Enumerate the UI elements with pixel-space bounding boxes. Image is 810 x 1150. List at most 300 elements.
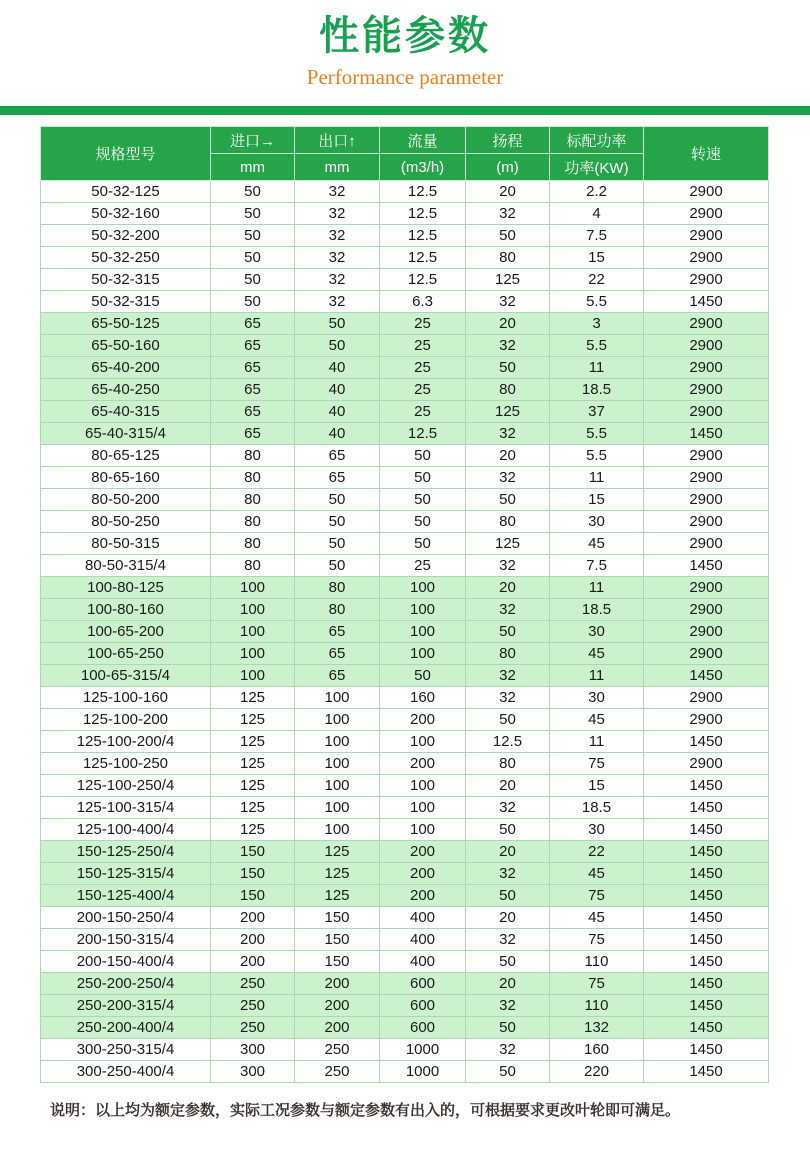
cell-speed: 1450 [644, 665, 769, 687]
cell-speed: 2900 [644, 247, 769, 269]
cell-power: 45 [550, 709, 644, 731]
cell-power: 11 [550, 731, 644, 753]
cell-speed: 1450 [644, 863, 769, 885]
table-body [41, 181, 769, 1083]
table-row [41, 687, 769, 709]
cell-speed: 2900 [644, 467, 769, 489]
cell-power: 2.2 [550, 181, 644, 203]
cell-head: 50 [466, 489, 550, 511]
cell-inlet: 125 [211, 819, 295, 841]
cell-outlet: 32 [295, 291, 380, 313]
table-row [41, 247, 769, 269]
cell-inlet: 50 [211, 269, 295, 291]
cell-inlet: 300 [211, 1039, 295, 1061]
header-outlet-unit: mm [295, 154, 380, 181]
cell-flow: 100 [380, 621, 466, 643]
cell-model: 125-100-200/4 [41, 731, 211, 753]
cell-outlet: 80 [295, 599, 380, 621]
cell-power: 30 [550, 511, 644, 533]
cell-head: 125 [466, 269, 550, 291]
cell-power: 7.5 [550, 225, 644, 247]
cell-speed: 1450 [644, 929, 769, 951]
cell-inlet: 250 [211, 995, 295, 1017]
table-row [41, 335, 769, 357]
cell-outlet: 150 [295, 907, 380, 929]
cell-head: 80 [466, 511, 550, 533]
cell-model: 200-150-400/4 [41, 951, 211, 973]
cell-model: 50-32-315 [41, 291, 211, 313]
cell-speed: 1450 [644, 1039, 769, 1061]
cell-head: 50 [466, 709, 550, 731]
cell-head: 80 [466, 753, 550, 775]
cell-outlet: 200 [295, 995, 380, 1017]
cell-speed: 2900 [644, 709, 769, 731]
note-text: 说明：以上均为额定参数，实际工况参数与额定参数有出入的，可根据要求更改叶轮即可满足。 [50, 1102, 681, 1119]
cell-power: 160 [550, 1039, 644, 1061]
cell-power: 18.5 [550, 797, 644, 819]
cell-inlet: 65 [211, 335, 295, 357]
cell-head: 20 [466, 907, 550, 929]
table-row [41, 621, 769, 643]
cell-speed: 1450 [644, 797, 769, 819]
table-row [41, 555, 769, 577]
cell-model: 125-100-160 [41, 687, 211, 709]
table-row [41, 1017, 769, 1039]
cell-speed: 2900 [644, 599, 769, 621]
cell-head: 32 [466, 1039, 550, 1061]
header-head-unit: (m) [466, 154, 550, 181]
cell-flow: 12.5 [380, 181, 466, 203]
cell-head: 125 [466, 401, 550, 423]
cell-speed: 2900 [644, 357, 769, 379]
cell-power: 110 [550, 951, 644, 973]
table-row [41, 203, 769, 225]
cell-flow: 25 [380, 313, 466, 335]
cell-speed: 2900 [644, 181, 769, 203]
table-row [41, 907, 769, 929]
cell-outlet: 32 [295, 269, 380, 291]
cell-speed: 1450 [644, 819, 769, 841]
cell-power: 11 [550, 467, 644, 489]
cell-speed: 2900 [644, 577, 769, 599]
cell-inlet: 80 [211, 533, 295, 555]
cell-power: 75 [550, 885, 644, 907]
cell-flow: 400 [380, 929, 466, 951]
cell-power: 75 [550, 973, 644, 995]
cell-model: 150-125-400/4 [41, 885, 211, 907]
cell-flow: 1000 [380, 1061, 466, 1083]
cell-head: 32 [466, 797, 550, 819]
cell-head: 32 [466, 467, 550, 489]
cell-head: 32 [466, 929, 550, 951]
cell-model: 50-32-200 [41, 225, 211, 247]
cell-inlet: 100 [211, 665, 295, 687]
cell-flow: 600 [380, 995, 466, 1017]
table-row [41, 401, 769, 423]
cell-flow: 100 [380, 643, 466, 665]
cell-outlet: 40 [295, 423, 380, 445]
cell-speed: 1450 [644, 995, 769, 1017]
table-row [41, 181, 769, 203]
cell-flow: 100 [380, 731, 466, 753]
table-row [41, 665, 769, 687]
cell-power: 3 [550, 313, 644, 335]
cell-flow: 25 [380, 401, 466, 423]
cell-power: 30 [550, 621, 644, 643]
cell-model: 250-200-400/4 [41, 1017, 211, 1039]
cell-flow: 50 [380, 533, 466, 555]
cell-flow: 12.5 [380, 203, 466, 225]
cell-inlet: 50 [211, 247, 295, 269]
cell-power: 5.5 [550, 335, 644, 357]
cell-head: 50 [466, 885, 550, 907]
cell-model: 150-125-315/4 [41, 863, 211, 885]
cell-head: 20 [466, 973, 550, 995]
page-subtitle: Performance parameter [306, 65, 504, 89]
cell-inlet: 65 [211, 401, 295, 423]
table-header [41, 127, 769, 181]
table-row [41, 929, 769, 951]
cell-power: 15 [550, 247, 644, 269]
cell-flow: 100 [380, 819, 466, 841]
cell-inlet: 125 [211, 753, 295, 775]
cell-speed: 2900 [644, 533, 769, 555]
cell-flow: 25 [380, 335, 466, 357]
cell-outlet: 150 [295, 929, 380, 951]
cell-power: 45 [550, 863, 644, 885]
cell-speed: 2900 [644, 643, 769, 665]
table-row [41, 775, 769, 797]
table-row [41, 973, 769, 995]
cell-speed: 1450 [644, 555, 769, 577]
cell-head: 32 [466, 555, 550, 577]
cell-flow: 200 [380, 885, 466, 907]
cell-power: 30 [550, 687, 644, 709]
table-row [41, 313, 769, 335]
cell-model: 65-40-315/4 [41, 423, 211, 445]
cell-model: 125-100-315/4 [41, 797, 211, 819]
table-row [41, 577, 769, 599]
performance-table [40, 126, 769, 1083]
cell-outlet: 32 [295, 225, 380, 247]
cell-outlet: 80 [295, 577, 380, 599]
cell-model: 250-200-315/4 [41, 995, 211, 1017]
cell-flow: 1000 [380, 1039, 466, 1061]
cell-head: 50 [466, 225, 550, 247]
cell-power: 220 [550, 1061, 644, 1083]
cell-inlet: 125 [211, 709, 295, 731]
cell-outlet: 32 [295, 181, 380, 203]
cell-inlet: 125 [211, 687, 295, 709]
cell-flow: 200 [380, 863, 466, 885]
cell-flow: 200 [380, 753, 466, 775]
cell-inlet: 150 [211, 885, 295, 907]
cell-model: 50-32-125 [41, 181, 211, 203]
cell-head: 50 [466, 621, 550, 643]
cell-head: 32 [466, 203, 550, 225]
cell-power: 18.5 [550, 599, 644, 621]
cell-inlet: 125 [211, 797, 295, 819]
table-row [41, 643, 769, 665]
cell-inlet: 80 [211, 511, 295, 533]
table-row [41, 511, 769, 533]
cell-power: 45 [550, 643, 644, 665]
cell-outlet: 100 [295, 709, 380, 731]
cell-speed: 2900 [644, 621, 769, 643]
cell-flow: 400 [380, 951, 466, 973]
cell-head: 32 [466, 995, 550, 1017]
cell-head: 32 [466, 687, 550, 709]
cell-outlet: 50 [295, 335, 380, 357]
cell-flow: 12.5 [380, 225, 466, 247]
cell-speed: 2900 [644, 511, 769, 533]
table-row [41, 423, 769, 445]
cell-inlet: 125 [211, 775, 295, 797]
cell-head: 12.5 [466, 731, 550, 753]
cell-power: 18.5 [550, 379, 644, 401]
cell-outlet: 65 [295, 445, 380, 467]
cell-model: 50-32-160 [41, 203, 211, 225]
cell-power: 45 [550, 533, 644, 555]
cell-model: 80-50-315/4 [41, 555, 211, 577]
cell-speed: 2900 [644, 401, 769, 423]
cell-outlet: 32 [295, 203, 380, 225]
cell-flow: 600 [380, 1017, 466, 1039]
cell-flow: 600 [380, 973, 466, 995]
cell-outlet: 150 [295, 951, 380, 973]
cell-power: 22 [550, 841, 644, 863]
cell-outlet: 50 [295, 511, 380, 533]
cell-outlet: 65 [295, 467, 380, 489]
cell-speed: 2900 [644, 753, 769, 775]
cell-power: 45 [550, 907, 644, 929]
table-row [41, 291, 769, 313]
cell-speed: 1450 [644, 907, 769, 929]
cell-model: 65-40-250 [41, 379, 211, 401]
table-row [41, 533, 769, 555]
cell-speed: 1450 [644, 1017, 769, 1039]
cell-inlet: 65 [211, 423, 295, 445]
cell-flow: 12.5 [380, 247, 466, 269]
cell-inlet: 80 [211, 467, 295, 489]
cell-model: 300-250-315/4 [41, 1039, 211, 1061]
cell-outlet: 50 [295, 489, 380, 511]
cell-outlet: 100 [295, 819, 380, 841]
cell-power: 75 [550, 929, 644, 951]
cell-flow: 200 [380, 709, 466, 731]
cell-flow: 6.3 [380, 291, 466, 313]
cell-speed: 1450 [644, 423, 769, 445]
cell-head: 32 [466, 863, 550, 885]
cell-head: 32 [466, 291, 550, 313]
cell-outlet: 125 [295, 841, 380, 863]
cell-model: 100-65-200 [41, 621, 211, 643]
cell-model: 100-80-160 [41, 599, 211, 621]
cell-flow: 50 [380, 489, 466, 511]
cell-outlet: 125 [295, 863, 380, 885]
cell-head: 20 [466, 445, 550, 467]
table-row [41, 269, 769, 291]
cell-speed: 2900 [644, 269, 769, 291]
cell-inlet: 200 [211, 929, 295, 951]
table-row [41, 797, 769, 819]
cell-power: 5.5 [550, 423, 644, 445]
cell-head: 50 [466, 357, 550, 379]
cell-power: 5.5 [550, 291, 644, 313]
cell-inlet: 80 [211, 489, 295, 511]
table-row [41, 819, 769, 841]
cell-flow: 50 [380, 445, 466, 467]
cell-flow: 50 [380, 665, 466, 687]
cell-model: 100-65-250 [41, 643, 211, 665]
cell-outlet: 50 [295, 533, 380, 555]
cell-outlet: 40 [295, 357, 380, 379]
cell-power: 5.5 [550, 445, 644, 467]
cell-inlet: 50 [211, 291, 295, 313]
table-row [41, 357, 769, 379]
cell-head: 20 [466, 775, 550, 797]
header-power-unit: 功率(KW) [550, 154, 644, 181]
cell-model: 80-50-200 [41, 489, 211, 511]
cell-model: 80-65-125 [41, 445, 211, 467]
table-row [41, 709, 769, 731]
cell-outlet: 125 [295, 885, 380, 907]
cell-outlet: 65 [295, 643, 380, 665]
cell-speed: 1450 [644, 775, 769, 797]
cell-inlet: 50 [211, 225, 295, 247]
table-row [41, 841, 769, 863]
cell-model: 50-32-315 [41, 269, 211, 291]
cell-speed: 2900 [644, 489, 769, 511]
cell-model: 125-100-200 [41, 709, 211, 731]
cell-outlet: 100 [295, 775, 380, 797]
cell-power: 11 [550, 665, 644, 687]
cell-power: 7.5 [550, 555, 644, 577]
cell-head: 32 [466, 423, 550, 445]
cell-flow: 100 [380, 577, 466, 599]
table-row [41, 225, 769, 247]
cell-speed: 2900 [644, 379, 769, 401]
cell-flow: 100 [380, 599, 466, 621]
cell-model: 65-40-200 [41, 357, 211, 379]
header-head: 扬程 [466, 127, 550, 154]
cell-inlet: 100 [211, 577, 295, 599]
cell-flow: 50 [380, 467, 466, 489]
cell-flow: 25 [380, 357, 466, 379]
table-row [41, 995, 769, 1017]
table-row [41, 467, 769, 489]
cell-inlet: 100 [211, 621, 295, 643]
cell-flow: 12.5 [380, 269, 466, 291]
cell-power: 110 [550, 995, 644, 1017]
cell-power: 4 [550, 203, 644, 225]
cell-inlet: 300 [211, 1061, 295, 1083]
cell-inlet: 80 [211, 555, 295, 577]
table-row [41, 599, 769, 621]
cell-head: 80 [466, 643, 550, 665]
cell-head: 50 [466, 819, 550, 841]
cell-power: 75 [550, 753, 644, 775]
cell-speed: 1450 [644, 731, 769, 753]
cell-model: 65-50-125 [41, 313, 211, 335]
cell-speed: 2900 [644, 687, 769, 709]
cell-outlet: 32 [295, 247, 380, 269]
cell-outlet: 50 [295, 555, 380, 577]
cell-speed: 1450 [644, 973, 769, 995]
cell-head: 20 [466, 313, 550, 335]
cell-inlet: 50 [211, 181, 295, 203]
cell-flow: 100 [380, 797, 466, 819]
cell-head: 20 [466, 181, 550, 203]
cell-inlet: 200 [211, 907, 295, 929]
table-row [41, 489, 769, 511]
cell-power: 15 [550, 489, 644, 511]
cell-inlet: 150 [211, 863, 295, 885]
cell-inlet: 250 [211, 973, 295, 995]
cell-head: 50 [466, 1017, 550, 1039]
cell-flow: 160 [380, 687, 466, 709]
cell-inlet: 65 [211, 379, 295, 401]
header-flow-unit: (m3/h) [380, 154, 466, 181]
cell-model: 65-40-315 [41, 401, 211, 423]
table-row [41, 731, 769, 753]
table-row [41, 885, 769, 907]
cell-outlet: 40 [295, 379, 380, 401]
table-row [41, 951, 769, 973]
cell-head: 32 [466, 665, 550, 687]
header-inlet-unit: mm [211, 154, 295, 181]
cell-model: 80-50-250 [41, 511, 211, 533]
cell-outlet: 40 [295, 401, 380, 423]
cell-model: 100-80-125 [41, 577, 211, 599]
cell-flow: 25 [380, 379, 466, 401]
cell-power: 22 [550, 269, 644, 291]
cell-outlet: 100 [295, 687, 380, 709]
cell-model: 300-250-400/4 [41, 1061, 211, 1083]
cell-model: 100-65-315/4 [41, 665, 211, 687]
header-speed: 转速 [644, 127, 769, 181]
header-model: 规格型号 [41, 127, 211, 181]
cell-outlet: 200 [295, 973, 380, 995]
cell-model: 80-50-315 [41, 533, 211, 555]
cell-inlet: 50 [211, 203, 295, 225]
cell-head: 80 [466, 247, 550, 269]
cell-head: 50 [466, 951, 550, 973]
cell-outlet: 200 [295, 1017, 380, 1039]
cell-outlet: 100 [295, 753, 380, 775]
cell-model: 150-125-250/4 [41, 841, 211, 863]
table-row [41, 863, 769, 885]
cell-power: 11 [550, 357, 644, 379]
cell-power: 15 [550, 775, 644, 797]
header-outlet: 出口↑ [295, 127, 380, 154]
cell-speed: 2900 [644, 335, 769, 357]
cell-inlet: 250 [211, 1017, 295, 1039]
cell-inlet: 150 [211, 841, 295, 863]
header-flow: 流量 [380, 127, 466, 154]
cell-speed: 1450 [644, 885, 769, 907]
table-row [41, 753, 769, 775]
cell-model: 125-100-400/4 [41, 819, 211, 841]
cell-power: 11 [550, 577, 644, 599]
cell-head: 20 [466, 577, 550, 599]
page-title: 性能参数 [319, 14, 491, 58]
cell-head: 50 [466, 1061, 550, 1083]
cell-head: 32 [466, 599, 550, 621]
cell-speed: 1450 [644, 841, 769, 863]
cell-inlet: 100 [211, 643, 295, 665]
cell-speed: 2900 [644, 225, 769, 247]
